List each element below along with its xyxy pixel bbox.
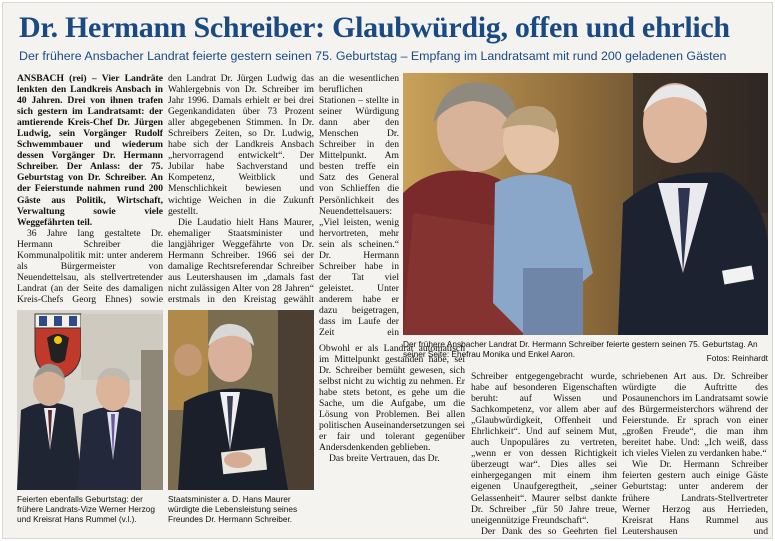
photo-credit: Fotos: Reinhardt	[706, 353, 768, 363]
article-paragraph: Der Dank des so Geehrten fiel	[481, 525, 617, 535]
middle-photo	[168, 310, 314, 490]
headline: Dr. Hermann Schreiber: Glaubwürdig, offen und ehrlich	[19, 11, 730, 44]
article-paragraph: Schreiber entgegengebracht wurde, habe auf besonderen Eigenschaften beruht: auf Wissen und Sachkompetenz, vor allem aber auf „Glaubwürdigkeit, Offenheit und Ehrlichkeit“. Und auf seinem Mut, auch Unpopuläres zu vertreten, „wenn er von dessen Richtigkeit überzeugt war“. Dies alles sei einhergegangen mit einem ihm eigenen Unaufgeregtheit, „seiner Gelassenheit“. Maurer selbst dankte Dr. Schreiber „für 50 Jahre treue, uneigennützige Freundschaft“.	[471, 371, 617, 526]
article-paragraph: schriebenen Art aus. Dr. Schreiber würdigte die Auftritte des Posaunenchors im Landratsamt sowie des Bürgermeisterchors während der Feierstunde. Er sprach von einer „großen Freude“, die man ihm bereitet habe. Und: „Ich weiß, dass ich vieles Vielen zu verdanken habe.“	[622, 371, 768, 460]
main-photo-caption	[403, 339, 768, 363]
article-column-2	[168, 73, 314, 305]
middle-photo-caption: Staatsminister a. D. Hans Maurer würdigte die Lebensleistung seines Freundes Dr. Hermann Schreiber.	[168, 494, 298, 524]
subheadline: Der frühere Ansbacher Landrat feierte gestern seinen 75. Geburtstag – Empfang im Landratsamt mit rund 200 geladenen Gästen	[19, 49, 727, 63]
article-column-3-continued	[319, 343, 465, 535]
article-lead: ANSBACH (rei) – Vier Landräte lenkten den Landkreis Ansbach in 40 Jahren. Drei von ihnen trafen sich gestern im Landratsamt: der amtierende Kreis-Chef Dr. Jürgen Ludwig, sein Vorgänger Rudolf Schwemmbauer und wiederum dessen Vorgänger Dr. Hermann Schreiber. Der Anlass: der 75. Geburtstag von Dr. Schreiber. An der Feierstunde nahmen rund 200 Gäste aus Politik, Wirtschaft, Verwaltung sowie viele Weggefährten teil.	[17, 73, 163, 228]
article-paragraph: 36 Jahre lang gestaltete Dr. Hermann Schreiber die Kommunalpolitik mit: unter anderem als Bürgermeister von Neuendettelsau, als stellvertretender Landrat (an der Seite des damaligen Kreis-Chefs Georg Ehnes) sowie	[17, 227, 163, 305]
article-paragraph: Die Laudatio hielt Hans Maurer, ehemaliger Staatsminister und langjähriger Weggefährte von Dr. Hermann Schreiber. 1966 sei der damalige Rechtsreferendar Schreiber aus Leutershausen im „damals fast nicht zulässigen Alter von 28 Jahren“ erstmals in den Kreistag gewählt	[168, 216, 314, 305]
newspaper-page	[2, 2, 773, 539]
main-photo-image	[403, 73, 768, 335]
left-photo	[17, 310, 163, 490]
article-paragraph: Obwohl er als Landrat automatisch im Mittelpunkt gestanden habe, sei Dr. Schreiber bemüht gewesen, sich selbst nicht zu wichtig zu nehmen. Er habe stets betont, es gehe um die Sache, um die Aufgabe, um die Lösung von Problemen. Bei allen politischen Auseinandersetzungen sei er fair und tolerant gegenüber Andersdenkenden geblieben.	[319, 343, 465, 454]
article-column-3	[319, 73, 399, 338]
article-paragraph: den Landrat Dr. Jürgen Ludwig das Wahlergebnis von Dr. Schreiber im Jahr 1996. Damals erhielt er bei drei Gegenkandidaten über 73 Prozent aller abgegebenen Stimmen. In Dr. Schreibers Zeiten, so Dr. Ludwig, habe sich der Landkreis Ansbach „hervorragend entwickelt“. Der Jubilar habe Sachverstand und Kompetenz, Weitblick und Menschlichkeit bewiesen und wichtige Weichen in die Zukunft gestellt.	[168, 73, 314, 217]
article-paragraph: Das breite Vertrauen, das Dr.	[329, 453, 440, 465]
left-photo-image	[17, 310, 163, 490]
middle-photo-image	[168, 310, 314, 490]
article-column-5	[622, 371, 768, 535]
main-caption-text: Der frühere Ansbacher Landrat Dr. Hermann Schreiber feierte gestern seinen 75. Geburtstag. An seiner Seite: Ehefrau Monika und Enkel Aaron.	[403, 339, 758, 359]
main-photo	[403, 73, 768, 335]
article-paragraph: an die wesentlichen beruflichen Stationen – stellte in seiner Würdigung dann aber den Menschen Dr. Schreiber in den Mittelpunkt. Am besten treffe ein Satz des General von Schlieffen die Persönlichkeit des Neuendettelsauers: „Viel leisten, wenig hervortreten, mehr sein als scheinen.“ Dr. Hermann Schreiber habe in der Tat viel geleistet. Unter anderem habe er dazu beigetragen, dass im Laufe der Zeit ein	[319, 73, 399, 338]
article-column-1	[17, 73, 163, 305]
article-column-4	[471, 371, 617, 535]
left-photo-caption: Feierten ebenfalls Geburtstag: der frühere Landrats-Vize Werner Herzog und Kreisrat Hans Rummel (v.l.).	[17, 494, 156, 524]
article-paragraph: Wie Dr. Hermann Schreiber feierten gestern auch einige Gäste Geburtstag: unter anderem der frühere Landrats-Stellvertreter Werner Herzog aus Herrieden, Kreisrat Hans Rummel aus Leutershausen und	[622, 459, 768, 535]
